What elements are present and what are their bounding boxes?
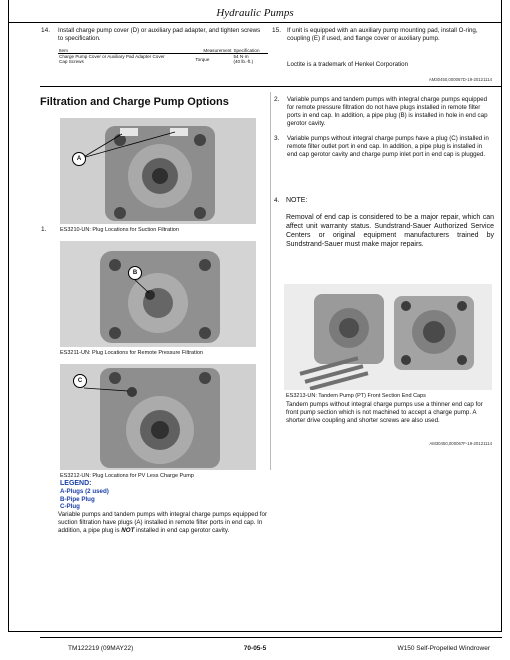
fig-2-caption: ES3211-UN: Plug Locations for Remote Pressure Filtration: [60, 350, 203, 356]
callout-a: A: [72, 152, 86, 166]
end-caps-illustration: [284, 284, 492, 390]
para-1-after: installed in end cap gerotor cavity.: [134, 527, 230, 534]
legend-item-b: B-Pipe Plug: [60, 495, 95, 503]
pump-photo-suction-filtration: [60, 118, 256, 224]
step-15-number: 15.: [272, 27, 282, 34]
fig-1-caption: ES3210-UN: Plug Locations for Suction Filtration: [60, 227, 179, 233]
callout-b: B: [128, 266, 142, 280]
footer-machine-name: W150 Self-Propelled Windrower: [397, 645, 490, 652]
spec-value-line2: (40 lb.-ft.): [233, 59, 254, 64]
item-4-number: 4.: [274, 197, 280, 204]
step-14-number: 14.: [41, 27, 51, 34]
spec-header-item: Item: [58, 48, 194, 54]
item-2-text: Variable pumps and tandem pumps with integral charge pumps equipped for remote pressure filtration do not have plugs installed in remote filter ports in end cap. In addition, a pipe plug (B) is installed in hole in end cap gerotor cavity.: [287, 96, 488, 127]
step-15-ref: AM30450,000067D-19-20121114: [428, 77, 492, 82]
footer-page-number: 70-05-5: [243, 645, 267, 652]
note-text: Removal of end cap is considered to be a major repair, which can affect unit warranty status. Sundstrand-Sauer Authorized Service Centers or original equipment manufacturers trained by Sundstrand-Sauer must make major repairs.: [286, 214, 494, 248]
pump-photo-pressure-filtration: [60, 241, 256, 347]
para-1-before: Variable pumps and tandem pumps with integral charge pumps equipped for suction filtration have plugs (A) installed in remote filter ports in end cap. In addition, a pipe plug is: [58, 511, 268, 534]
page-title: Hydraulic Pumps: [216, 7, 294, 19]
pump-illustration: [60, 118, 256, 224]
legend-heading: LEGEND:: [60, 480, 92, 487]
callout-c: C: [73, 374, 87, 388]
header-rule: [8, 22, 502, 23]
fig-4-text: Tandem pumps without integral charge pumps use a thinner end cap for front pump section which is not machined to accept a charge pump. A shorter drive coupling and shorter screws are also used.: [286, 401, 483, 424]
fig-4-ref: AM30450,000067F-19-20121114: [429, 441, 492, 446]
trademark-note: Loctite is a trademark of Henkel Corporation: [287, 61, 409, 68]
fig-4-caption: ES3213-UN: Tandem Pump (PT) Front Section End Caps: [286, 393, 426, 399]
item-3-text: Variable pumps without integral charge pumps have a plug (C) installed in remote filter outlet port in end cap. In addition, a pipe plug is installed in end cap gerotor cavity and charge pump inlet port in end cap is plugged.: [287, 135, 489, 158]
fig-3-caption: ES3212-UN: Plug Locations for PV Less Charge Pump: [60, 473, 194, 479]
spec-measurement: Torque: [195, 56, 210, 62]
spec-header-specification: Specification: [232, 48, 268, 54]
legend: [60, 480, 109, 511]
step-15-text: If unit is equipped with an auxiliary pump mounting pad, install O-ring, coupling (E) if used, and flange cover or auxiliary pump.: [287, 27, 478, 42]
footer-rule: [40, 637, 502, 638]
item-2-number: 2.: [274, 96, 280, 103]
footer-tm-number: TM122219 (09MAY22): [68, 645, 134, 652]
section-rule: [40, 86, 502, 87]
note-label: NOTE:: [286, 197, 308, 204]
pump-photo-pv-less-charge-pump: [60, 364, 256, 470]
tandem-pump-end-caps-photo: [284, 284, 492, 390]
legend-item-c: C-Plug: [60, 503, 80, 510]
spec-table: [58, 48, 268, 64]
spec-item-line2: Cap Screws: [59, 59, 84, 64]
spec-item: [58, 54, 194, 65]
pump-illustration: [60, 364, 256, 470]
step-14-text: Install charge pump cover (D) or auxiliary pad adapter, and tighten screws to specification.: [58, 27, 261, 42]
fig-1-number: 1.: [41, 226, 47, 233]
suction-filtration-paragraph: [58, 511, 268, 535]
item-3-number: 3.: [274, 135, 280, 142]
spec-item-line1: Charge Pump Cover or Auxiliary Pad Adapter Cover: [59, 54, 165, 59]
pump-illustration: [60, 241, 256, 347]
legend-item-a: A-Plugs (2 used): [60, 488, 109, 495]
column-divider: [270, 92, 271, 470]
spec-value: [232, 54, 268, 65]
spec-value-line1: 54 N·m: [233, 54, 249, 59]
spec-table-row: [58, 54, 268, 65]
spec-header-measurement: Measurement: [194, 48, 232, 54]
section-title: Filtration and Charge Pump Options: [40, 96, 229, 108]
para-1-not: NOT: [121, 527, 135, 534]
